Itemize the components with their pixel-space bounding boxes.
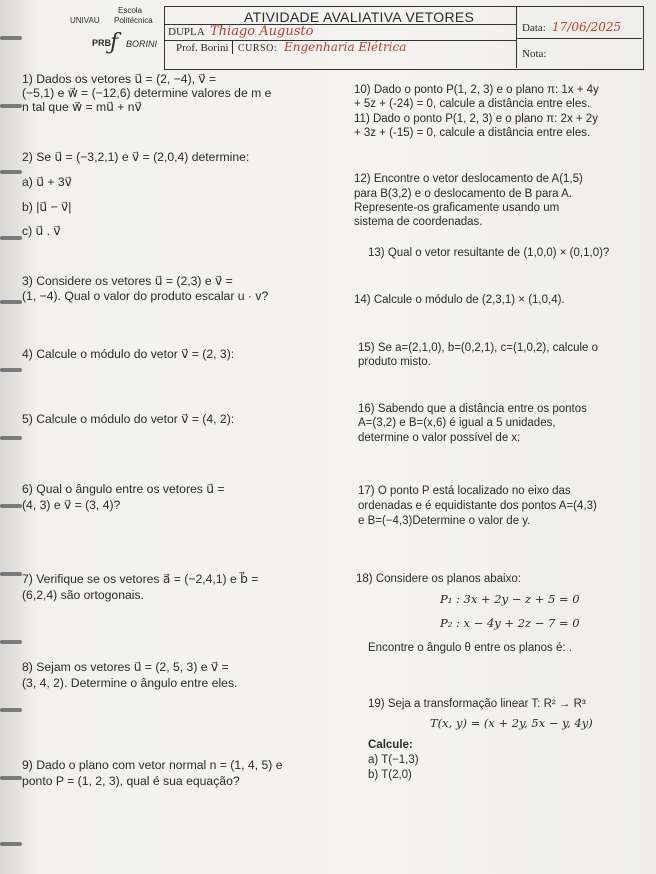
binder-mark — [0, 170, 22, 174]
q18-line2: Encontre o ângulo θ entre os planos é: . — [368, 642, 572, 654]
nota-label: Nota: — [522, 48, 547, 60]
dupla-label: DUPLA — [168, 26, 205, 38]
q5-line1: 5) Calcule o módulo do vetor v⃗ = (4, 2): — [22, 412, 235, 426]
binder-mark — [0, 776, 22, 780]
school-logo — [70, 6, 158, 56]
binder-mark — [0, 368, 22, 372]
q7-line1: 7) Verifique se os vetores a⃗ = (−2,4,1) e b⃗ = — [22, 572, 259, 586]
q16-line2: A=(3,2) e B=(x,6) é igual a 5 unidades, — [358, 417, 556, 429]
q1-line3: n tal que w⃗ = mu⃗ + nv⃗ — [22, 100, 142, 114]
q12-line2: para B(3,2) e o deslocamento de B para A. — [354, 188, 572, 200]
q2-item-c: c) u⃗ . v⃗ — [22, 224, 61, 238]
q15-line1: 15) Se a=(2,1,0), b=(0,2,1), c=(1,0,2), calcule o — [358, 342, 599, 354]
binder-mark — [0, 640, 22, 644]
binder-mark — [0, 708, 22, 712]
q16-line1: 16) Sabendo que a distância entre os pontos — [358, 403, 587, 415]
q11-line1: 11) Dado o ponto P(1, 2, 3) e o plano π: 2x + 2y — [354, 113, 598, 125]
q10-line2: + 5z + (-24) = 0, calcule a distância entre eles. — [354, 98, 591, 110]
data-handwritten: 17/06/2025 — [552, 20, 622, 34]
q9-line2: ponto P = (1, 2, 3), qual é sua equação? — [22, 774, 240, 788]
logo-brand-text: BORINI — [126, 39, 158, 49]
q12-line4: sistema de coordenadas. — [354, 216, 483, 228]
professor-label: Prof. Borini — [176, 42, 229, 54]
binder-mark — [0, 36, 22, 40]
logo-prb-text: PRB — [92, 38, 112, 48]
q4-line1: 4) Calcule o módulo do vetor v⃗ = (2, 3): — [22, 347, 235, 361]
q1-line2: (−5,1) e w⃗ = (−12,6) determine valores de m e — [22, 86, 272, 100]
binder-mark — [0, 504, 22, 508]
q2-item-b: b) |u⃗ − v⃗| — [22, 200, 72, 214]
logo-school-text: Escola — [118, 6, 143, 15]
binder-mark — [0, 236, 22, 240]
q8-line2: (3, 4, 2). Determine o ângulo entre eles. — [22, 676, 238, 690]
q12-line3: Represente-os graficamente usando um — [354, 202, 560, 214]
q19-formula: T(x, y) = (x + 2y, 5x − y, 4y) — [430, 716, 593, 730]
exam-title: ATIVIDADE AVALIATIVA VETORES — [244, 9, 475, 25]
q16-line3: determine o valor possível de x: — [358, 432, 521, 444]
binder-mark — [0, 572, 22, 576]
header-divider — [232, 40, 233, 54]
q14-line1: 14) Calcule o módulo de (2,3,1) × (1,0,4). — [354, 294, 565, 306]
q3-line1: 3) Considere os vetores u⃗ = (2,3) e v⃗ = — [22, 274, 233, 288]
q9-line1: 9) Dado o plano com vetor normal n = (1, 4, 5) e — [22, 758, 283, 772]
logo-poly-text: Politécnica — [114, 16, 153, 25]
q17-line2: ordenadas e é equidistante dos pontos A=(4,3) — [358, 500, 597, 512]
q19-item-b: b) T(2,0) — [368, 769, 412, 781]
header-divider — [516, 38, 642, 39]
q6-line2: (4, 3) e v⃗ = (3, 4)? — [22, 498, 121, 512]
q6-line1: 6) Qual o ângulo entre os vetores u⃗ = — [22, 482, 225, 496]
dupla-handwritten: Thiago Augusto — [210, 24, 314, 39]
curso-handwritten: Engenharia Elétrica — [284, 40, 407, 54]
logo-unit-text: UNIVAU — [70, 16, 100, 25]
q19-line1: 19) Seja a transformação linear T: R² → R³ — [368, 698, 586, 710]
q19-item-a: a) T(−1,3) — [368, 754, 419, 766]
curso-label: CURSO: — [238, 43, 278, 54]
q18-plane2: P₂ : x − 4y + 2z − 7 = 0 — [440, 616, 580, 630]
binder-mark — [0, 842, 22, 846]
q3-line2: (1, −4). Qual o valor do produto escalar u · v? — [22, 289, 269, 303]
logo-f-icon: ƒ — [110, 30, 119, 55]
q2-item-a: a) u⃗ + 3v⃗ — [22, 175, 72, 189]
binder-mark — [0, 300, 22, 304]
q8-line1: 8) Sejam os vetores u⃗ = (2, 5, 3) e v⃗ = — [22, 660, 229, 674]
binder-mark — [0, 104, 22, 108]
q2-line1: 2) Se u⃗ = (−3,2,1) e v⃗ = (2,0,4) determine: — [22, 150, 250, 164]
q18-line1: 18) Considere os planos abaixo: — [356, 573, 521, 585]
q18-plane1: P₁ : 3x + 2y − z + 5 = 0 — [440, 592, 580, 606]
q13-line1: 13) Qual o vetor resultante de (1,0,0) × (0,1,0)? — [368, 247, 610, 259]
q17-line3: e B=(−4,3)Determine o valor de y. — [358, 515, 531, 527]
q1-line1: 1) Dados os vetores u⃗ = (2, −4), v⃗ = — [22, 72, 217, 86]
q19-calc-label: Calcule: — [368, 739, 413, 751]
q17-line1: 17) O ponto P está localizado no eixo das — [358, 485, 571, 497]
q12-line1: 12) Encontre o vetor deslocamento de A(1,5) — [354, 173, 583, 185]
q7-line2: (6,2,4) são ortogonais. — [22, 588, 144, 602]
q10-line1: 10) Dado o ponto P(1, 2, 3) e o plano π: 1x + 4y — [354, 84, 599, 96]
header-divider — [516, 6, 517, 68]
q15-line2: produto misto. — [358, 356, 431, 368]
data-label: Data: — [522, 22, 546, 34]
q11-line2: + 3z + (-15) = 0, calcule a distância entre eles. — [354, 127, 591, 139]
binder-mark — [0, 436, 22, 440]
